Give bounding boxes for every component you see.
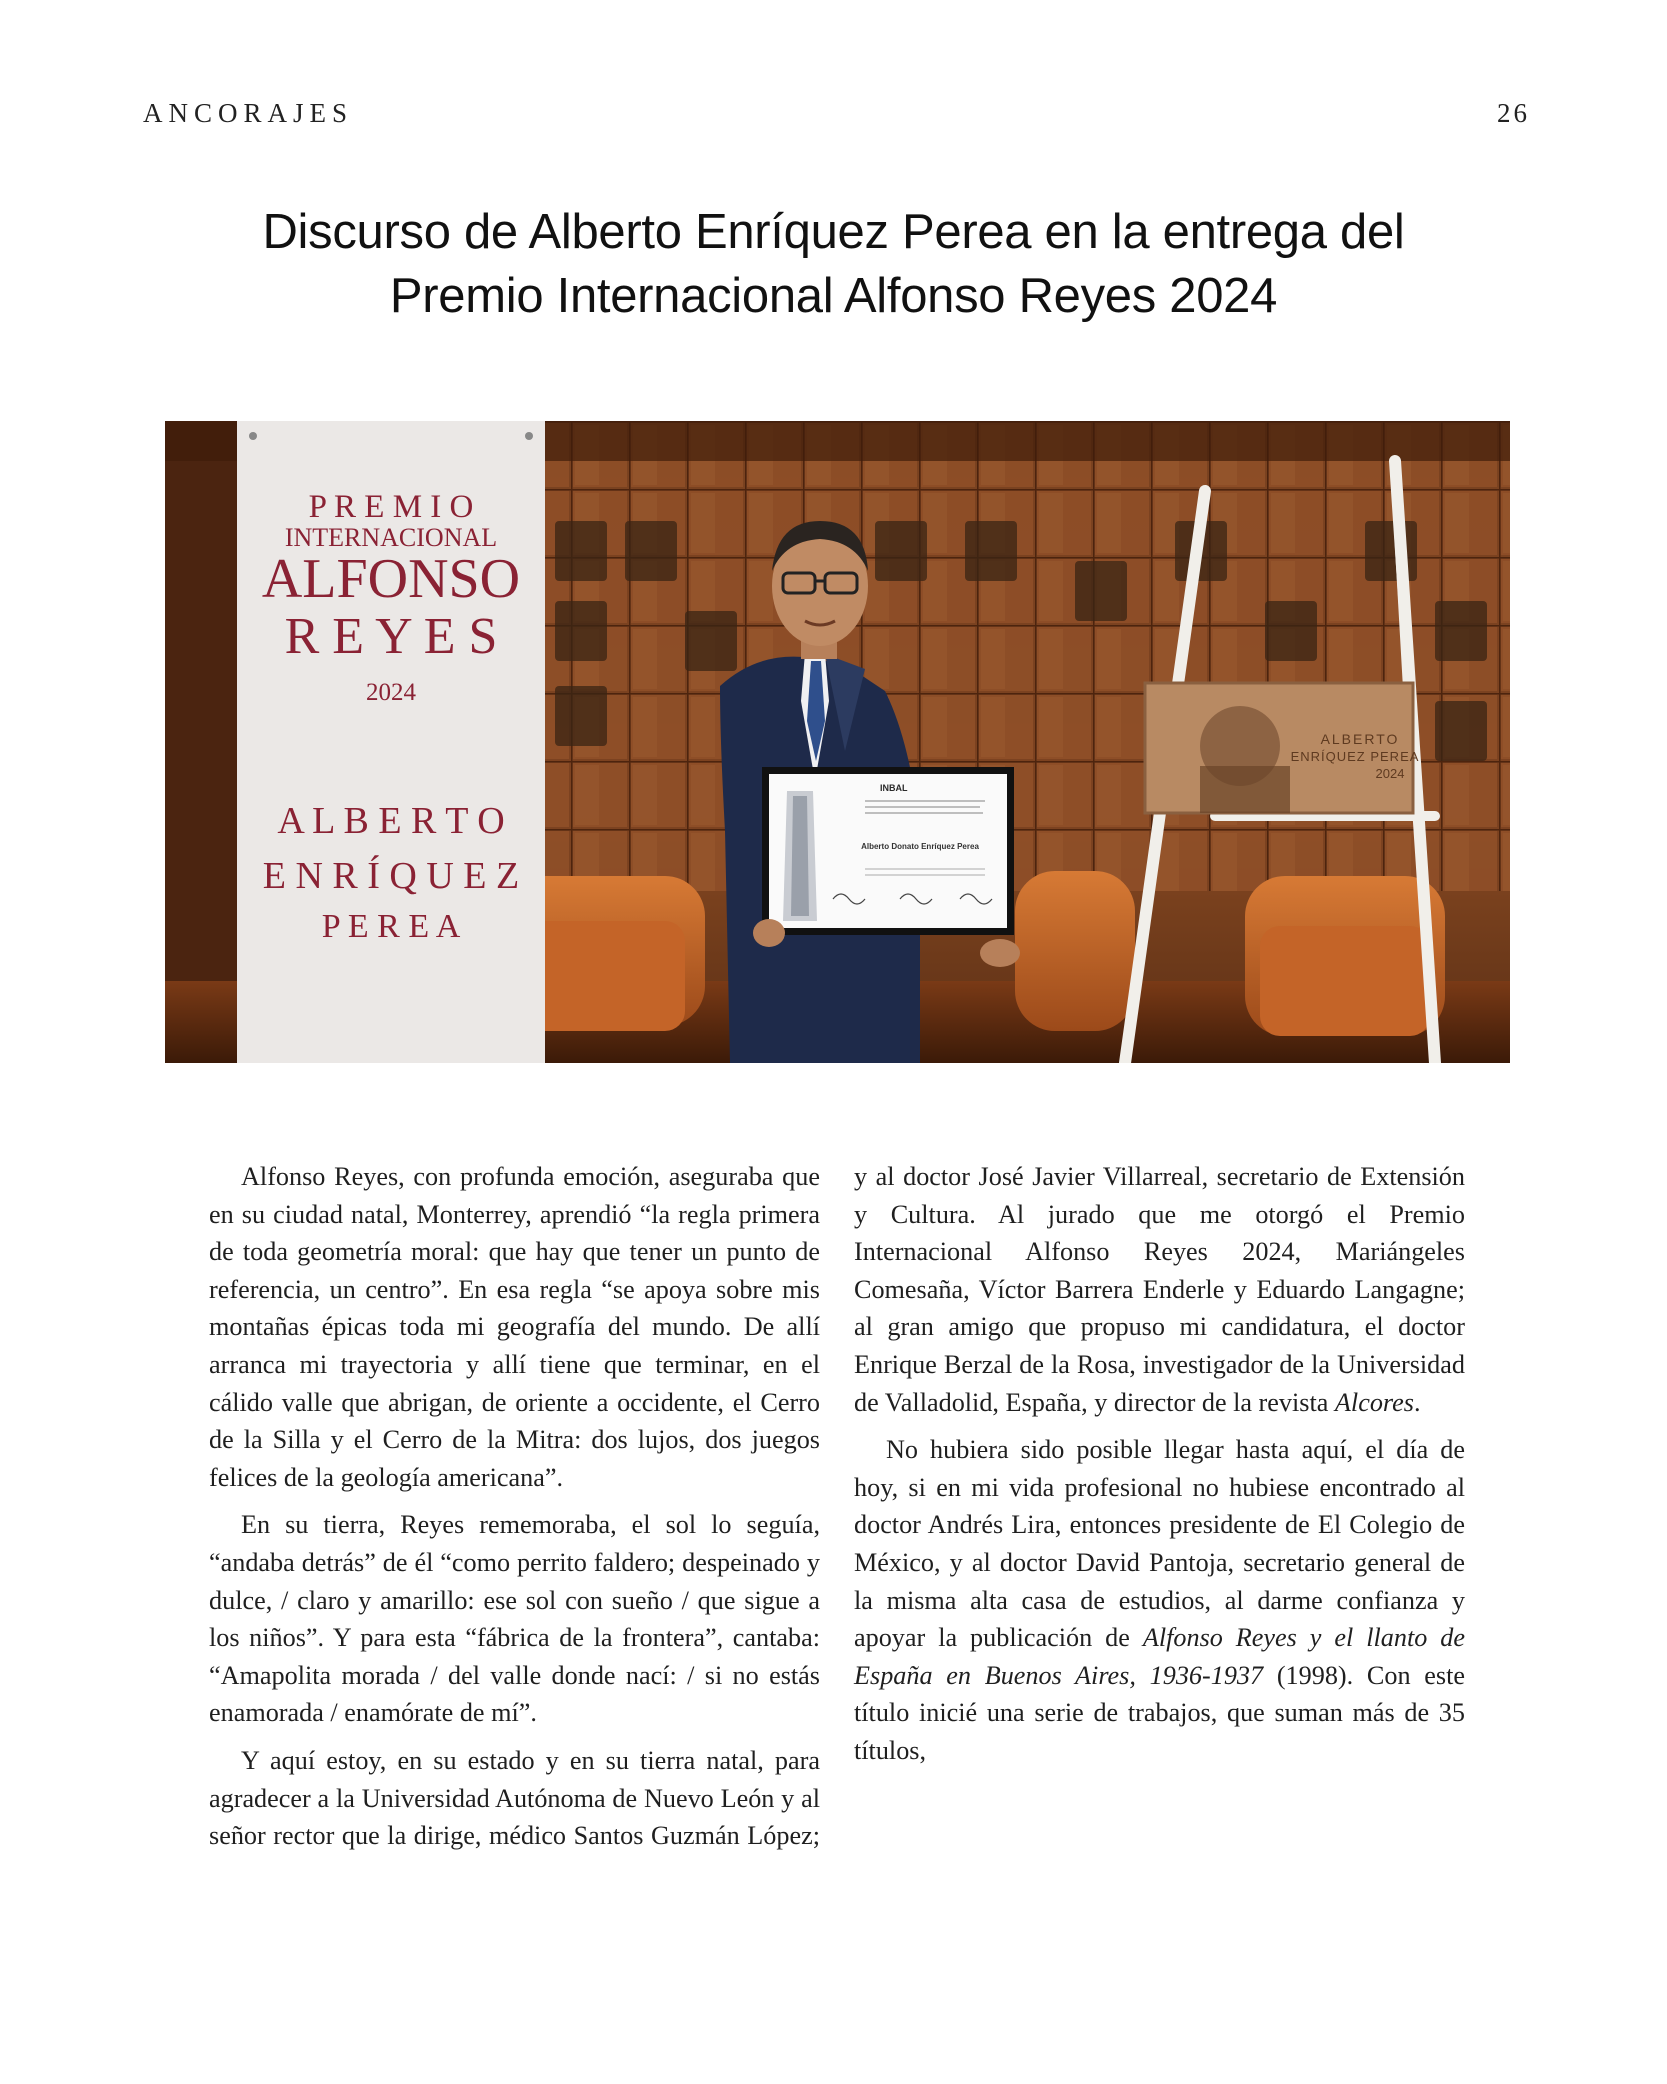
framed-diploma — [762, 767, 1014, 935]
plaque-line2: ENRÍQUEZ PEREA — [1290, 749, 1420, 764]
paragraph-1: Alfonso Reyes, con profunda emoción, aseguraba que en su ciudad natal, Monterrey, aprendió “la regla primera de toda geometría moral: que hay que tener un punto de referencia, un centro”. En esa regla “se apoya sobre mis montañas épicas toda mi geografía del mundo. De allí arranca mi trayectoria y allí tiene que terminar, en el cálido valle que abrigan, de oriente a occidente, el Cerro de la Silla y el Cerro de la Mitra: dos lujos, dos juegos felices de la geología americana”. — [209, 1162, 820, 1492]
banner-year: 2024 — [366, 679, 416, 706]
engraved-plaque — [1145, 683, 1419, 813]
diploma-logo: INBAL — [880, 783, 908, 793]
banner-alfonso: ALFONSO — [261, 548, 521, 610]
award-banner — [237, 421, 545, 1063]
title-line-1: Discurso de Alberto Enríquez Perea en la entrega del — [262, 205, 1405, 259]
banner-internacional: INTERNACIONAL — [284, 523, 498, 552]
paragraph-3-end: . — [1413, 1387, 1421, 1417]
award-ceremony-photo — [165, 421, 1510, 1063]
journal-title-alcores: Alcores — [1334, 1387, 1414, 1417]
plaque-line3: 2024 — [1375, 766, 1405, 781]
paragraph-3-text: Y aquí estoy, en su estado y en su tierra natal, para agradecer a la Universidad Autónoma de Nuevo León y al señor rector que la dirige, médico Santos Guzmán López; y al doctor José Javier Villarreal, secretario de Extensión y Cultura. Al jurado que me otorgó el Premio Internacional Alfonso Reyes 2024, Mariángeles Comesaña, Víctor Barrera Enderle y Eduardo Langagne; al gran amigo que propuso mi candidatura, el doctor Enrique Berzal de la Rosa, investigador de la Universidad de Valladolid, España, y director de la revista — [209, 1162, 1465, 1851]
paragraph-2: En su tierra, Reyes rememoraba, el sol lo seguía, “andaba detrás” de él “como perrito faldero; despeinado y dulce, / claro y amarillo: ese sol con sueño / que sigue a los niños”. Y para esta “fábrica de la frontera”, cantaba: “Amapolita morada / del valle donde nací: / si no estás enamorada / enamórate de mí”. — [209, 1510, 820, 1728]
running-header — [143, 98, 1530, 129]
banner-name-middle: E N R Í Q U E Z — [262, 855, 520, 897]
title-line-2: Premio Internacional Alfonso Reyes 2024 — [389, 269, 1278, 323]
plaque-line1: ALBERTO — [1320, 731, 1400, 747]
paragraph-4 — [854, 1431, 1465, 1769]
article-body — [209, 1158, 1465, 1888]
paragraph-4-end: (1998). Con este título inicié una serie de trabajos, que suman más de 35 títulos, — [854, 1660, 1465, 1765]
banner-name-first: A L B E R T O — [277, 800, 505, 842]
page-number: 26 — [1497, 98, 1530, 128]
journal-name: ANCORAJES — [143, 98, 354, 128]
book-title: Alfonso Reyes y el llanto de España en Buenos Aires, 1936-1937 — [854, 1623, 1465, 1690]
banner-premio: P R E M I O — [308, 489, 474, 525]
article-title — [160, 200, 1507, 328]
paragraph-4-text: No hubiera sido posible llegar hasta aquí, el día de hoy, si en mi vida profesional no hubiese encontrado al doctor Andrés Lira, entonces presidente de El Colegio de México, y al doctor David Pantoja, secretario general de la misma alta casa de estudios, al darme confianza y apoyar la publicación de — [854, 1435, 1465, 1653]
diploma-recipient: Alberto Donato Enríquez Perea — [861, 842, 979, 851]
banner-name-last: P E R E A — [321, 908, 461, 945]
banner-reyes: R E Y E S — [284, 608, 498, 665]
